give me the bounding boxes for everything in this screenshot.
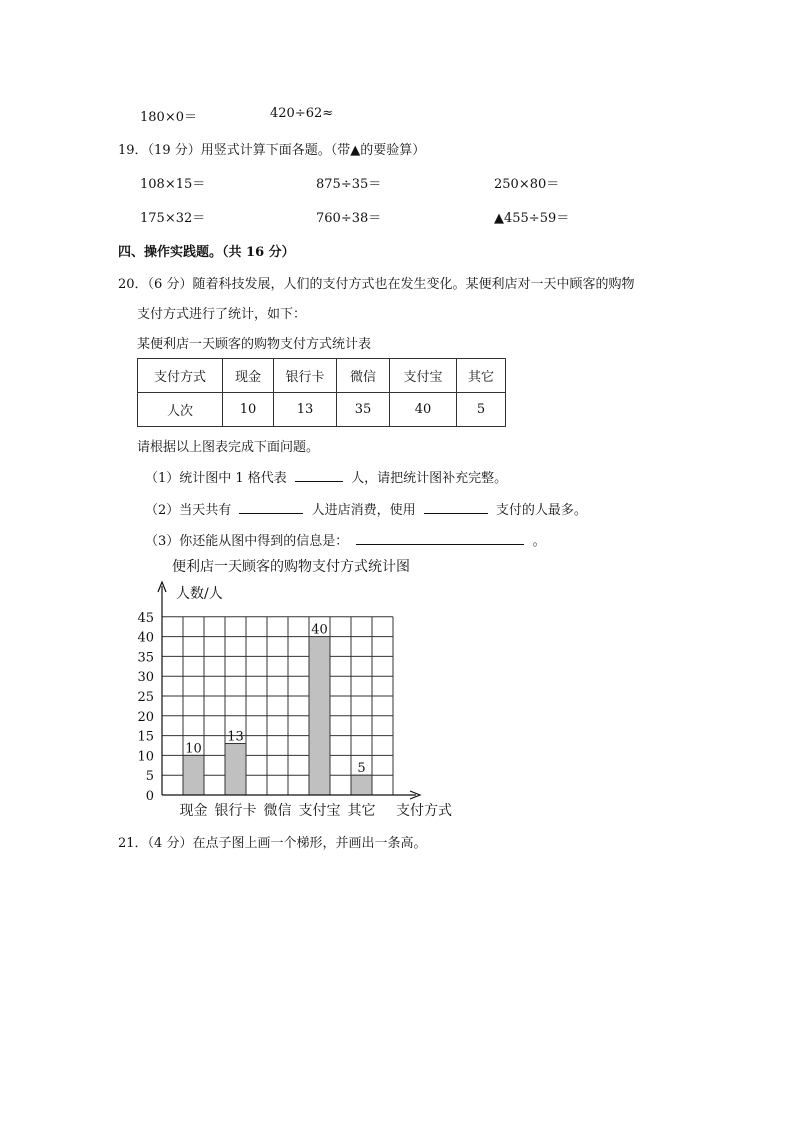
q21-title: 21．（4 分）在点子图上画一个梯形，并画出一条高。 bbox=[118, 836, 427, 851]
sub2-text-c: 支付的人最多。 bbox=[495, 503, 587, 518]
data-label: 40 bbox=[311, 622, 328, 638]
q20-sub1 bbox=[145, 467, 507, 486]
q20-sub2 bbox=[145, 499, 587, 518]
sub3-text-a: （3）你还能从图中得到的信息是： bbox=[145, 534, 349, 549]
table-cell: 40 bbox=[390, 393, 457, 427]
section-4-heading: 四、操作实践题。（共 16 分） bbox=[118, 245, 295, 260]
table-cell: 13 bbox=[274, 393, 337, 427]
data-label: 5 bbox=[357, 761, 366, 777]
category-label: 微信 bbox=[263, 803, 292, 819]
table-cell: 银行卡 bbox=[274, 359, 337, 393]
expr-180x0: 180×0＝ bbox=[140, 110, 197, 125]
q20-intro-line1: 20．（6 分）随着科技发展，人们的支付方式也在发生变化。某便利店对一天中顾客的购物 bbox=[118, 277, 635, 292]
table-cell: 现金 bbox=[223, 359, 274, 393]
q19-expr: 250×80＝ bbox=[494, 177, 560, 192]
table-title: 某便利店一天顾客的购物支付方式统计表 bbox=[137, 337, 372, 352]
x-axis-label: 支付方式 bbox=[396, 803, 452, 819]
table-cell: 人次 bbox=[138, 393, 223, 427]
sub2-text-b: 人进店消费，使用 bbox=[311, 503, 416, 518]
table-row bbox=[138, 359, 506, 393]
answer-blank[interactable] bbox=[239, 501, 303, 514]
q19-expr: 108×15＝ bbox=[140, 177, 206, 192]
answer-blank[interactable] bbox=[356, 532, 524, 545]
y-tick-label: 15 bbox=[137, 729, 154, 745]
category-label: 支付宝 bbox=[298, 803, 341, 819]
category-label: 现金 bbox=[179, 803, 208, 819]
table-cell: 支付方式 bbox=[138, 359, 223, 393]
table-cell: 5 bbox=[457, 393, 506, 427]
y-axis-label: 人数/人 bbox=[176, 586, 223, 602]
category-label: 银行卡 bbox=[214, 803, 257, 819]
data-label: 13 bbox=[227, 729, 244, 745]
y-tick-label: 0 bbox=[145, 789, 154, 804]
q19-expr: ▲455÷59＝ bbox=[494, 211, 570, 226]
sub2-text-a: （2）当天共有 bbox=[145, 503, 232, 518]
bar-其它 bbox=[351, 775, 372, 795]
y-tick-label: 35 bbox=[137, 650, 154, 666]
q20-intro-line2: 支付方式进行了统计，如下： bbox=[137, 307, 307, 322]
bar-chart bbox=[120, 578, 480, 822]
y-tick-label: 5 bbox=[145, 769, 154, 785]
data-label: 10 bbox=[185, 741, 202, 757]
answer-blank[interactable] bbox=[295, 469, 343, 482]
table-row bbox=[138, 393, 506, 427]
chart-title: 便利店一天顾客的购物支付方式统计图 bbox=[172, 559, 410, 575]
category-label: 其它 bbox=[347, 803, 376, 819]
payment-table bbox=[137, 358, 506, 427]
table-cell: 微信 bbox=[337, 359, 390, 393]
y-tick-label: 20 bbox=[137, 709, 154, 725]
answer-blank[interactable] bbox=[424, 501, 488, 514]
bar-银行卡 bbox=[225, 744, 246, 795]
table-cell: 支付宝 bbox=[390, 359, 457, 393]
y-tick-label: 10 bbox=[137, 749, 154, 765]
q19-expr: 875÷35＝ bbox=[316, 177, 382, 192]
sub1-text-b: 人，请把统计图补充完整。 bbox=[351, 471, 508, 486]
q20-sub3 bbox=[145, 530, 546, 549]
q20-prompt: 请根据以上图表完成下面问题。 bbox=[137, 440, 320, 455]
q19-title: 19．（19 分）用竖式计算下面各题。（带▲的要验算） bbox=[118, 143, 426, 158]
bar-支付宝 bbox=[309, 637, 330, 795]
y-tick-label: 25 bbox=[137, 690, 154, 705]
y-tick-label: 40 bbox=[137, 630, 154, 646]
table-cell: 35 bbox=[337, 393, 390, 427]
sub3-text-b: 。 bbox=[532, 534, 546, 549]
expr-420div62: 420÷62≈ bbox=[270, 106, 334, 121]
sub1-text-a: （1）统计图中 1 格代表 bbox=[145, 471, 287, 486]
table-cell: 10 bbox=[223, 393, 274, 427]
bar-现金 bbox=[183, 755, 204, 795]
y-tick-label: 30 bbox=[137, 670, 154, 686]
q19-expr: 760÷38＝ bbox=[316, 211, 382, 226]
table-cell: 其它 bbox=[457, 359, 506, 393]
y-tick-label: 45 bbox=[137, 610, 154, 626]
q19-expr: 175×32＝ bbox=[140, 211, 206, 226]
